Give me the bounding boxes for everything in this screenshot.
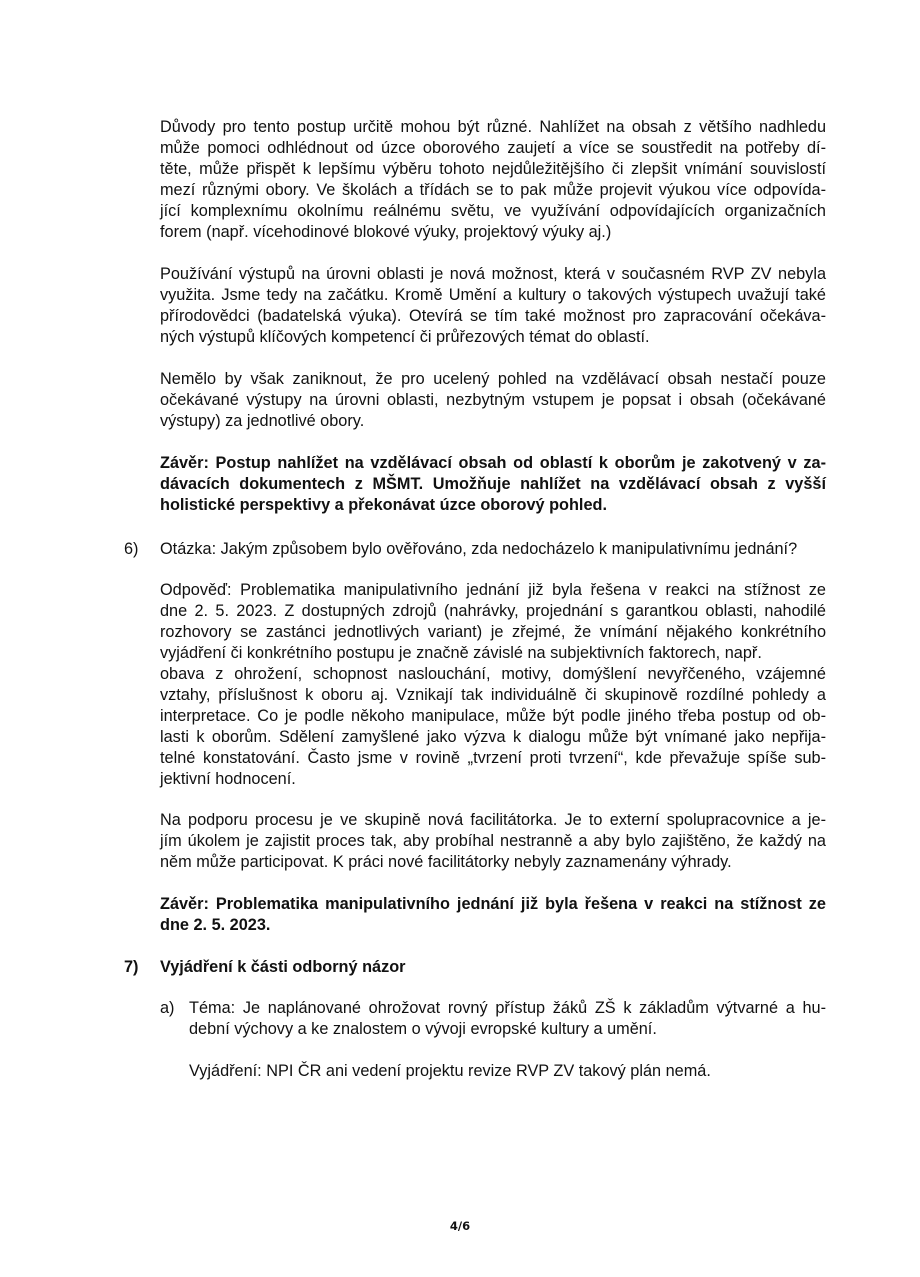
text-line: lasti k oborům. Sdělení zamyšlené jako výzva k dialogu může být vnímané jako nepřija- bbox=[160, 728, 826, 746]
text-line: Na podporu procesu je ve skupině nová facilitátorka. Je to externí spolupracovnice a je- bbox=[160, 811, 826, 829]
text-line: Téma: Je naplánované ohrožovat rovný přístup žáků ZŠ k základům výtvarné a hu- bbox=[189, 999, 826, 1017]
list-number: 6) bbox=[124, 540, 139, 558]
list-number: 7) bbox=[124, 958, 139, 976]
text-line: Závěr: Postup nahlížet na vzdělávací obsah od oblastí k oborům je zakotvený v za- bbox=[160, 454, 826, 472]
text-line: může pomoci odhlédnout od úzce oborového zaujetí a více se soustředit na potřeby dí- bbox=[160, 139, 826, 157]
list-letter: a) bbox=[160, 999, 175, 1017]
text-line: dební výchovy a ke znalostem o vývoji evropské kultury a umění. bbox=[189, 1020, 657, 1038]
text-line: forem (např. vícehodinové blokové výuky, projektový výuky aj.) bbox=[160, 223, 612, 241]
page-number: 4/6 bbox=[449, 1219, 471, 1233]
text-line: dávacích dokumentech z MŠMT. Umožňuje nahlížet na vzdělávací obsah z vyšší bbox=[160, 475, 826, 493]
text-line: ných výstupů klíčových kompetencí či průřezových témat do oblastí. bbox=[160, 328, 650, 346]
question-text bbox=[160, 539, 830, 560]
text-line: Důvody pro tento postup určitě mohou být různé. Nahlížet na obsah z většího nadhledu bbox=[160, 118, 826, 136]
text-line: Používání výstupů na úrovni oblasti je nová možnost, která v současném RVP ZV nebyla bbox=[160, 265, 826, 283]
text-line: jící komplexnímu okolnímu reálnému světu, ve využívání odpovídajících organizačních bbox=[160, 202, 826, 220]
text-line: telné konstatování. Často jsme v rovině „tvrzení proti tvrzení“, kde převažuje spíše sub- bbox=[160, 749, 826, 767]
text-line: využita. Jsme tedy na začátku. Kromě Umění a kultury o takových výstupech uvažují také bbox=[160, 286, 826, 304]
text-line: obava z ohrožení, schopnost naslouchání, motivy, domýšlení nevyřčeného, vzájemné bbox=[160, 665, 826, 683]
text-line: Nemělo by však zaniknout, že pro ucelený pohled na vzdělávací obsah nestačí pouze bbox=[160, 370, 826, 388]
text-line: dne 2. 5. 2023. Z dostupných zdrojů (nahrávky, projednání s garantkou oblasti, nahodilé bbox=[160, 602, 826, 620]
statement-paragraph bbox=[189, 1061, 826, 1082]
text-line: mezí různými obory. Ve školách a třídách se to pak může projevit výukou více odpovída- bbox=[160, 181, 826, 199]
text-line: interpretace. Co je podle někoho manipulace, může být podle jiného třeba postup od ob- bbox=[160, 707, 826, 725]
text-line: Odpověď: Problematika manipulativního jednání již byla řešena v reakci na stížnost ze bbox=[160, 581, 826, 599]
text-line: holistické perspektivy a překonávat úzce oborový pohled. bbox=[160, 496, 607, 514]
text-line: rozhovory se zastánci jednotlivých variant) je zřejmé, že vnímání nějakého konkrétního bbox=[160, 623, 826, 641]
text-line: vztahy, příslušnost k oboru aj. Vznikají tak individuálně či skupinově rozdílné pohledy a bbox=[160, 686, 826, 704]
conclusion-paragraph bbox=[160, 453, 826, 516]
text-line: výstupy) za jednotlivé obory. bbox=[160, 412, 365, 430]
section-heading bbox=[160, 957, 760, 978]
paragraph-area-outputs bbox=[160, 264, 826, 348]
text-line: jím úkolem je zajistit proces tak, aby probíhal nestranně a aby bylo zajištěno, že každý na bbox=[160, 832, 826, 850]
topic-paragraph bbox=[189, 998, 826, 1040]
paragraph-reasons bbox=[160, 117, 826, 243]
text-line: jektivní hodnocení. bbox=[160, 770, 296, 788]
text-line: vyjádření či konkrétního postupu je značně závislé na subjektivních faktorech, např. bbox=[160, 644, 762, 662]
text-line: Závěr: Problematika manipulativního jednání již byla řešena v reakci na stížnost ze bbox=[160, 895, 826, 913]
paragraph-holistic-view bbox=[160, 369, 826, 432]
text-line: přírodovědci (badatelská výuka). Otevírá se tím také možnost pro zapracování očekáva- bbox=[160, 307, 826, 325]
text-line: těte, může přispět k lepšímu výběru tohoto nejdůležitějšího či zlepšit vnímání souvislostí bbox=[160, 160, 826, 178]
support-paragraph bbox=[160, 810, 826, 873]
conclusion-paragraph bbox=[160, 894, 826, 936]
answer-paragraph bbox=[160, 580, 826, 790]
text-line: Vyjádření: NPI ČR ani vedení projektu revize RVP ZV takový plán nemá. bbox=[189, 1062, 711, 1080]
text-line: dne 2. 5. 2023. bbox=[160, 916, 271, 934]
text-line: Vyjádření k části odborný názor bbox=[160, 958, 406, 976]
text-line: očekávané výstupy na úrovni oblasti, nezbytným vstupem je popsat i obsah (očekávané bbox=[160, 391, 826, 409]
text-line: něm může participovat. K práci nové facilitátorky nebyly zaznamenány výhrady. bbox=[160, 853, 732, 871]
text-line: Otázka: Jakým způsobem bylo ověřováno, zda nedocházelo k manipulativnímu jednání? bbox=[160, 540, 798, 558]
